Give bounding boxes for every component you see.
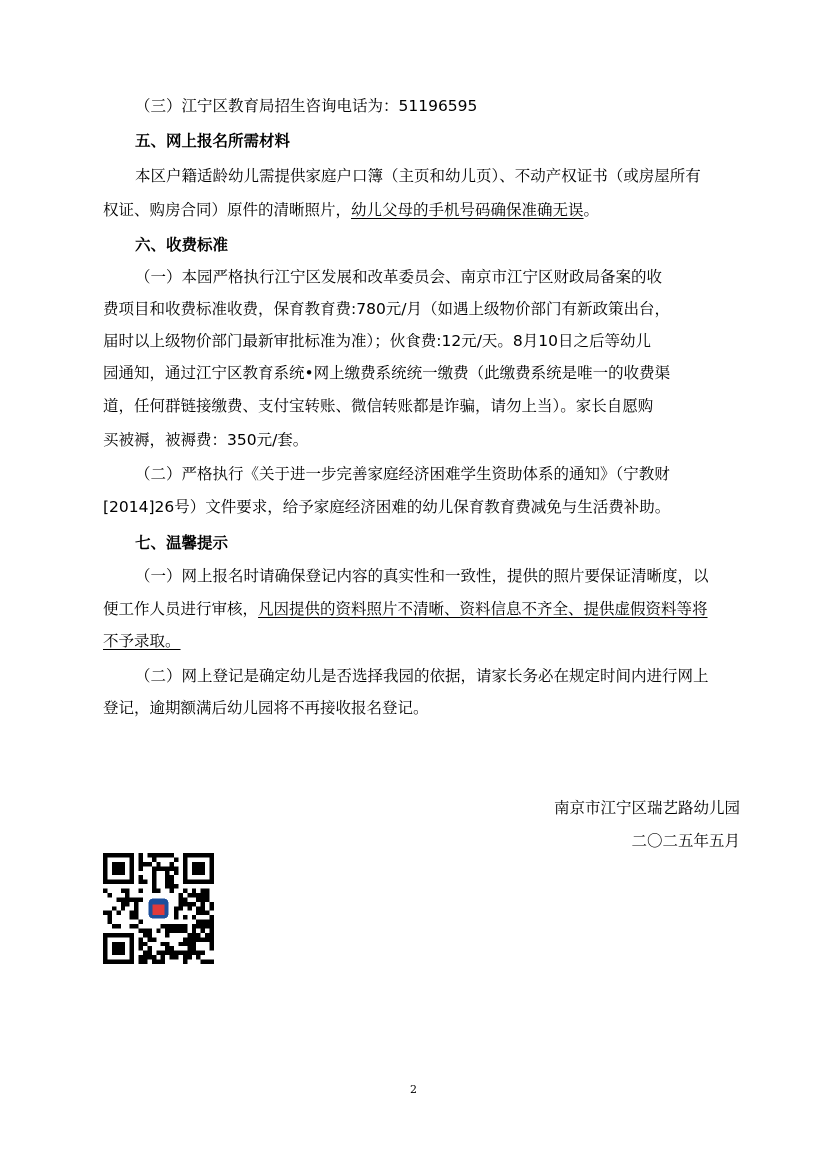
paragraph-line: 园通知，通过江宁区教育系统•网上缴费系统统一缴费（此缴费系统是唯一的收费渠 (103, 364, 671, 382)
underlined-text: 不予录取。 (103, 632, 181, 650)
paragraph-line: 登记，逾期额满后幼儿园将不再接收报名登记。 (103, 699, 429, 717)
paragraph-line: （二）严格执行《关于进一步完善家庭经济困难学生资助体系的通知》（宁教财 (135, 465, 670, 483)
paragraph-line: （一）本园严格执行江宁区发展和改革委员会、南京市江宁区财政局备案的收 (135, 268, 663, 286)
page-number: 2 (410, 1083, 417, 1096)
paragraph-line: 本区户籍适龄幼儿需提供家庭户口簿（主页和幼儿页）、不动产权证书（或房屋所有 (135, 167, 701, 185)
underlined-text: 凡因提供的资料照片不清晰、资料信息不齐全、提供虚假资料等将 (258, 600, 708, 618)
signature-org: 南京市江宁区瑞艺路幼儿园 (553, 799, 740, 817)
paragraph-line: 届时以上级物价部门最新审批标准为准）；伙食费:12元/天。8月10日之后等幼儿 (103, 332, 652, 350)
signature-date: 二〇二五年五月 (631, 832, 740, 850)
text-span: 权证、购房合同）原件的清晰照片， (103, 201, 352, 219)
paragraph-line: （二）网上登记是确定幼儿是否选择我园的依据，请家长务必在规定时间内进行网上 (135, 667, 709, 685)
section-heading-fees: 六、收费标准 (135, 236, 229, 254)
text-span: 便工作人员进行审核， (103, 600, 259, 618)
paragraph-line (103, 200, 599, 220)
paragraph-line (103, 599, 708, 619)
text-span: 。 (583, 201, 600, 219)
paragraph-line: [2014]26号）文件要求，给予家庭经济困难的幼儿保育教育费减免与生活费补助。 (103, 498, 671, 516)
paragraph-line: 买被褥，被褥费：350元/套。 (103, 431, 309, 449)
paragraph-line: （一）网上报名时请确保登记内容的真实性和一致性，提供的照片要保证清晰度，以 (135, 567, 709, 585)
section-heading-materials: 五、网上报名所需材料 (135, 132, 291, 150)
qr-code-image (103, 853, 214, 964)
paragraph-line: 道，任何群链接缴费、支付宝转账、微信转账都是诈骗，请勿上当）。家长自愿购 (103, 397, 654, 415)
paragraph-line: 费项目和收费标准收费，保育教育费:780元/月（如遇上级物价部门有新政策出台， (103, 300, 671, 318)
consult-phone-line: （三）江宁区教育局招生咨询电话为：51196595 (135, 97, 478, 115)
underlined-text: 幼儿父母的手机号码确保准确无误 (351, 201, 584, 219)
section-heading-tips: 七、温馨提示 (135, 534, 229, 552)
